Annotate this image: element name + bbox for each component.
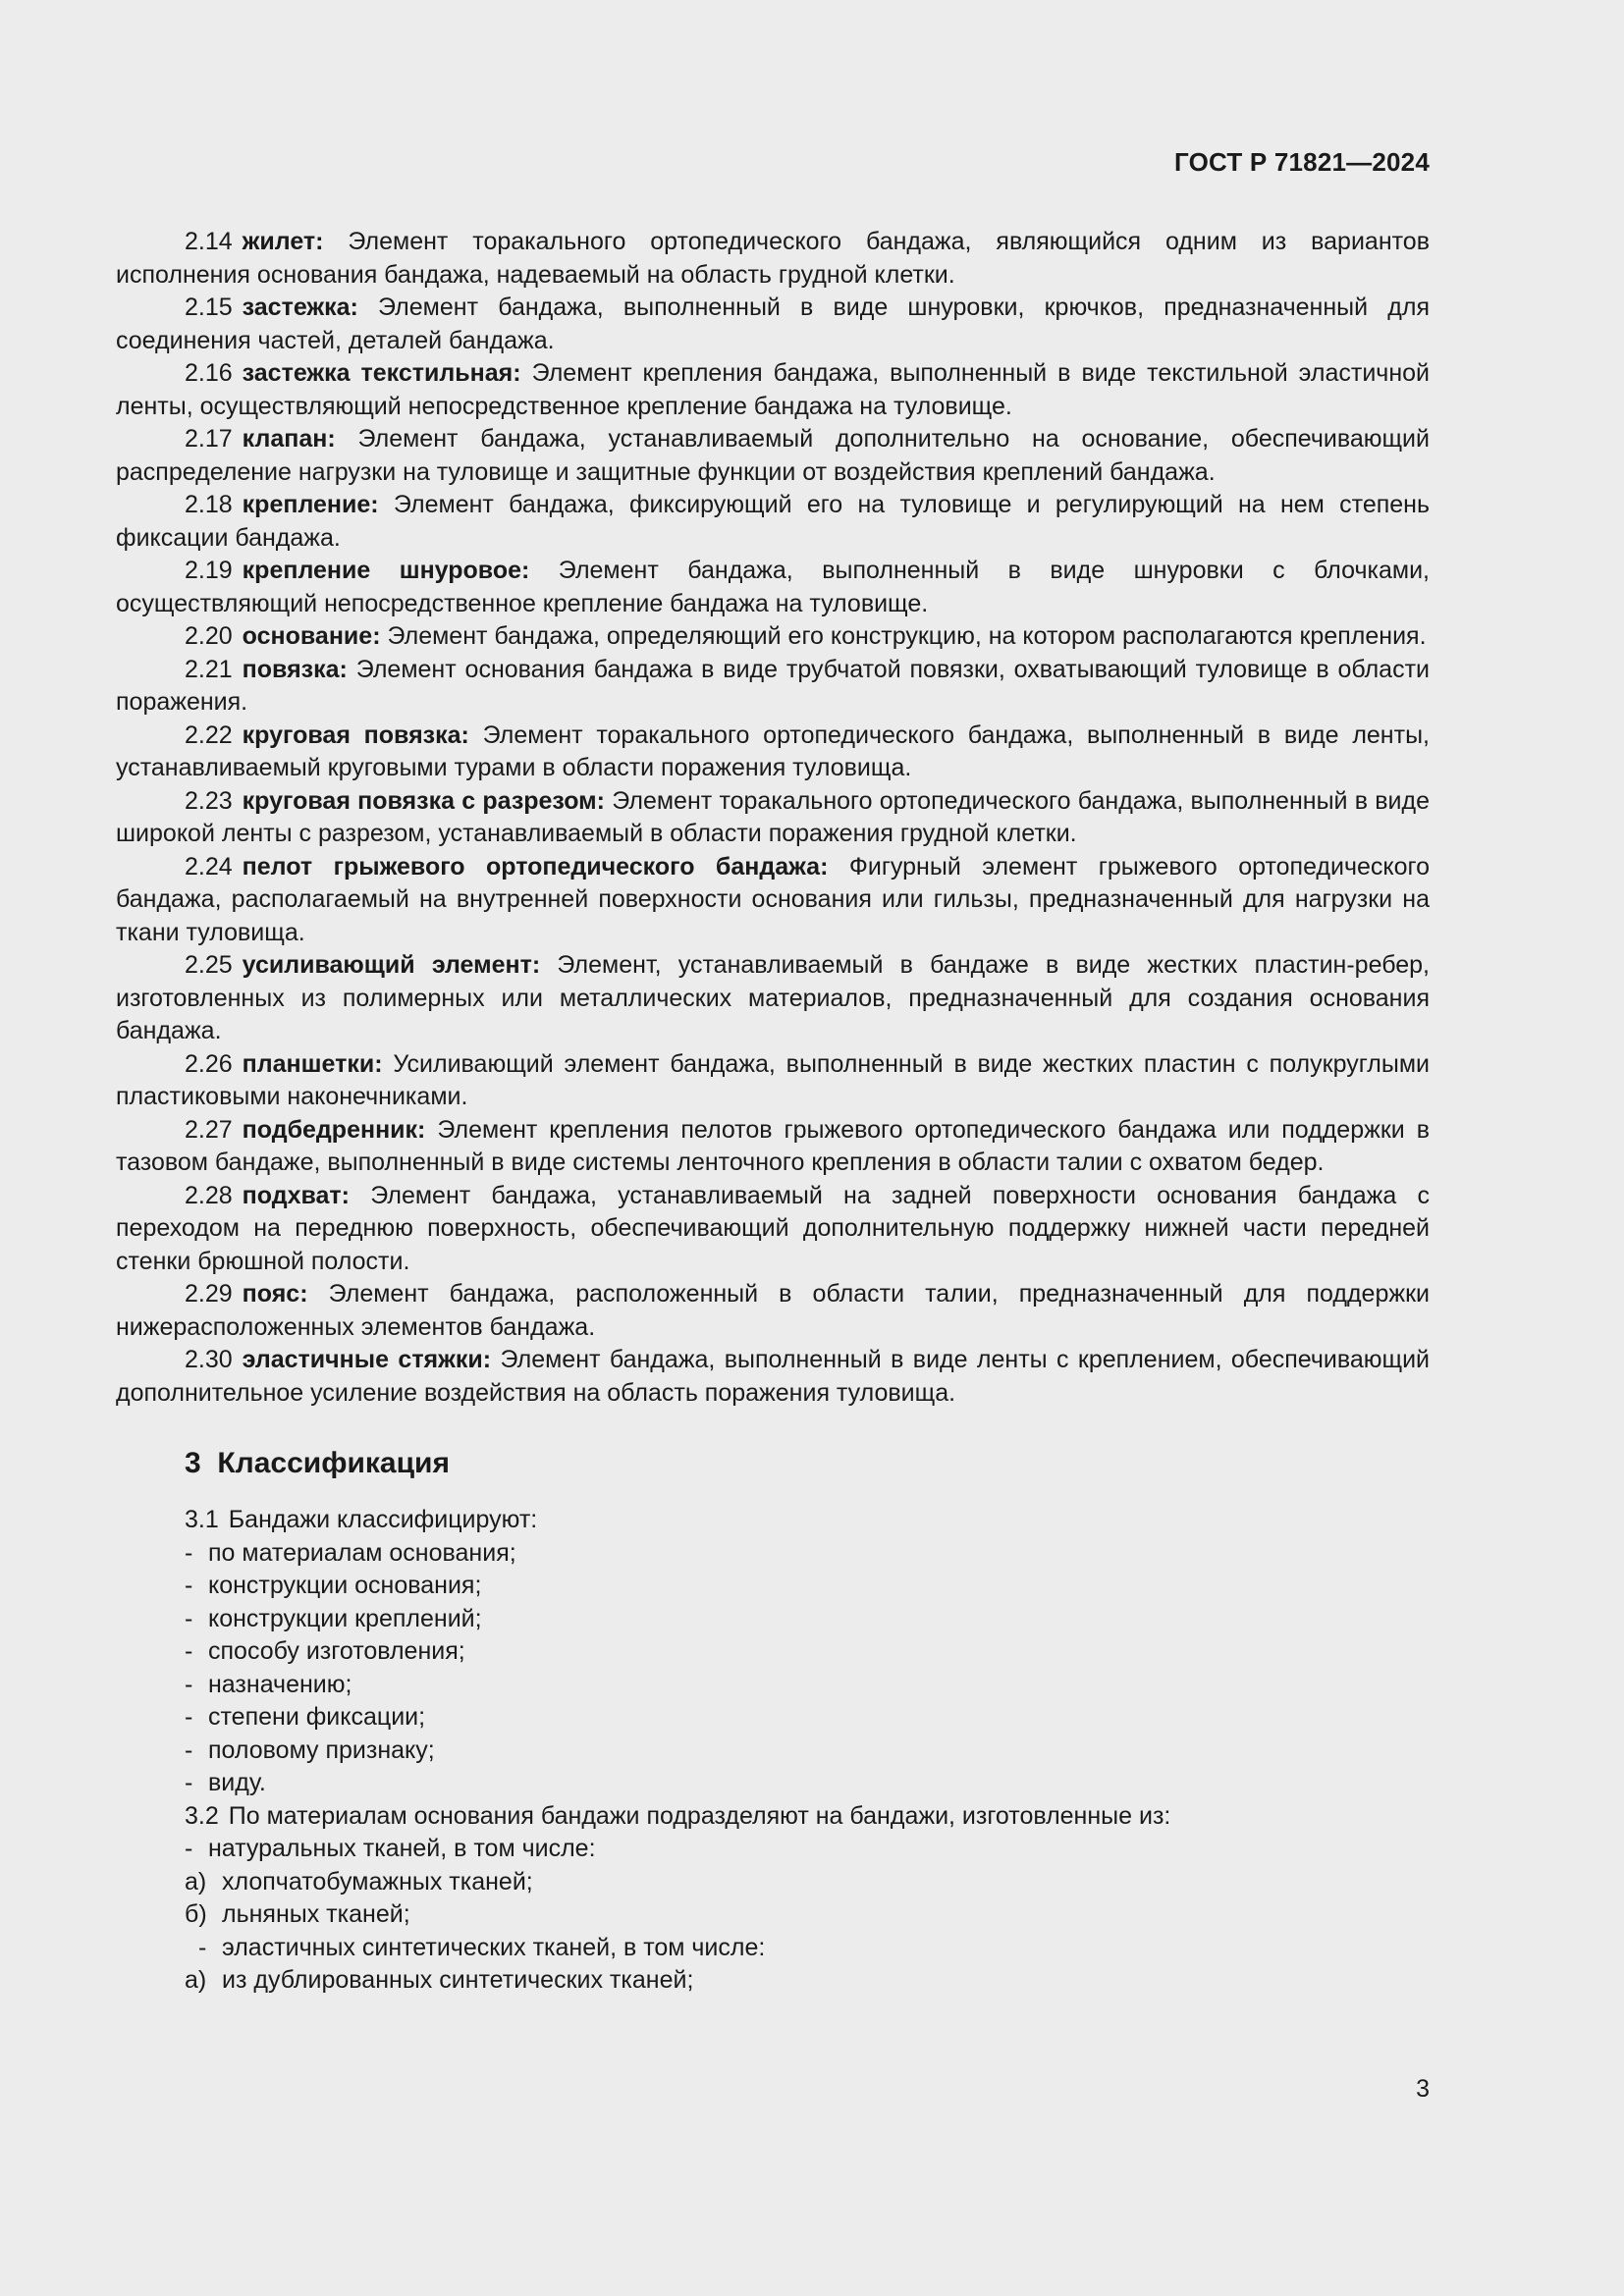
item-letter: а) — [185, 1966, 207, 1994]
dash-marker: - — [185, 1735, 193, 1764]
term-definition: Элемент бандажа, устанавливаемый дополнительно на основание, обеспечивающий распределение нагрузки на туловище и защитные функции от воздействия креплений бандажа. — [116, 425, 1430, 486]
page-number: 3 — [1416, 2075, 1430, 2103]
dash-marker: - — [185, 1637, 193, 1665]
clause-3-2 — [185, 1800, 1430, 1834]
term-name: пелот грыжевого ортопедического бандажа: — [242, 852, 829, 881]
term-number: 2.14 — [185, 228, 233, 255]
term-number: 2.30 — [185, 1346, 233, 1373]
term-number: 2.18 — [185, 491, 233, 518]
term-name: круговая повязка: — [242, 721, 469, 749]
term-name: клапан: — [242, 425, 336, 453]
sublist-item — [185, 1898, 1430, 1932]
term-entry — [116, 1278, 1430, 1344]
term-name: пояс: — [242, 1280, 308, 1308]
clause-text: Бандажи классифицируют: — [228, 1506, 538, 1533]
synthetic-fabrics-group — [198, 1932, 1430, 1965]
standard-id-header: ГОСТ Р 71821—2024 — [1174, 147, 1430, 177]
term-definition: Элемент крепления бандажа, выполненный в виде текстильной эластичной ленты, осуществляющий непосредственное крепление бандажа на туловище. — [116, 359, 1430, 420]
natural-fabrics-sublist — [185, 1866, 1430, 1932]
term-entry — [116, 357, 1430, 423]
term-name: усиливающий элемент: — [242, 951, 541, 979]
term-name: крепление: — [242, 491, 379, 518]
term-name: основание: — [242, 622, 381, 650]
term-name: застежка: — [242, 294, 358, 321]
sublist-item — [185, 1866, 1430, 1899]
term-number: 2.20 — [185, 622, 233, 650]
term-definition: Усиливающий элемент бандажа, выполненный в виде жестких пластин с полукруглыми пластиковыми наконечниками. — [116, 1049, 1430, 1110]
dash-marker: - — [185, 1538, 193, 1567]
term-entry — [116, 785, 1430, 851]
term-definition: Элемент бандажа, выполненный в виде шнуровки, крючков, предназначенный для соединения частей, деталей бандажа. — [116, 294, 1430, 354]
term-name: планшетки: — [242, 1049, 383, 1078]
term-definition: Элемент торакального ортопедического бандажа, выполненный в виде ленты, устанавливаемый круговыми турами в области поражения туловища. — [116, 721, 1430, 781]
term-name: повязка: — [242, 655, 348, 683]
synthetic-fabrics-sublist — [185, 1964, 1430, 1998]
list-item-text: половому признаку; — [208, 1735, 435, 1764]
list-item-text: конструкции креплений; — [208, 1604, 482, 1632]
term-name: эластичные стяжки: — [242, 1346, 492, 1373]
clause-number: 3.1 — [185, 1506, 219, 1533]
term-name: круговая повязка с разрезом: — [242, 786, 605, 815]
list-item — [185, 1537, 1430, 1571]
list-item — [185, 1735, 1430, 1768]
term-name: подхват: — [242, 1181, 350, 1209]
section-number: 3 — [185, 1447, 201, 1479]
dash-marker: - — [198, 1933, 207, 1961]
term-name: крепление шнуровое: — [242, 557, 530, 584]
term-name: подбедренник: — [242, 1115, 426, 1144]
term-number: 2.26 — [185, 1049, 233, 1078]
term-definition: Элемент бандажа, устанавливаемый на задней поверхности основания бандажа с переходом на переднюю поверхность, обеспечивающий дополнительную поддержку нижней части передней стенки брюшной полости. — [116, 1181, 1430, 1275]
list-item — [185, 1635, 1430, 1669]
dash-marker: - — [185, 1769, 193, 1796]
term-entry — [116, 654, 1430, 720]
term-definition: Элемент бандажа, расположенный в области талии, предназначенный для поддержки нижерасположенных элементов бандажа. — [116, 1280, 1430, 1341]
term-number: 2.24 — [185, 852, 233, 881]
document-body — [116, 226, 1430, 1998]
term-number: 2.29 — [185, 1280, 233, 1308]
term-definition: Элемент бандажа, определяющий его конструкцию, на котором располагаются крепления. — [380, 622, 1427, 650]
term-definition: Элемент основания бандажа в виде трубчатой повязки, охватывающий туловище в области поражения. — [116, 655, 1430, 716]
dash-marker: - — [185, 1604, 193, 1632]
sublist-item-text: льняных тканей; — [222, 1900, 410, 1928]
clause-number: 3.2 — [185, 1801, 219, 1830]
term-definition: Фигурный элемент грыжевого ортопедического бандажа, располагаемый на внутренней поверхности основания или гильзы, предназначенный для нагрузки на ткани туловища. — [116, 852, 1430, 946]
term-entry — [116, 851, 1430, 950]
term-entry — [116, 1048, 1430, 1114]
term-name: застежка текстильная: — [242, 359, 521, 387]
list-item — [185, 1669, 1430, 1702]
term-entry — [116, 423, 1430, 489]
section-title: Классификация — [217, 1447, 451, 1479]
list-item-text: способу изготовления; — [208, 1637, 465, 1665]
term-definition: Элемент торакального ортопедического бандажа, выполненный в виде широкой ленты с разрезом, устанавливаемый в области поражения грудной клетки. — [116, 786, 1430, 847]
list-item-text: эластичных синтетических тканей, в том числе: — [222, 1933, 766, 1961]
term-number: 2.28 — [185, 1181, 233, 1209]
term-definition: Элемент бандажа, выполненный в виде шнуровки с блочками, осуществляющий непосредственное крепление бандажа на туловище. — [116, 557, 1430, 617]
clause-3-1 — [185, 1504, 1430, 1537]
term-definition: Элемент крепления пелотов грыжевого ортопедического бандажа или поддержки в тазовом бандаже, выполненный в виде системы ленточного крепления в области талии с охватом бедер. — [116, 1115, 1430, 1176]
term-number: 2.17 — [185, 425, 233, 453]
term-entry — [116, 489, 1430, 555]
term-definition: Элемент торакального ортопедического бандажа, являющийся одним из вариантов исполнения основания бандажа, надеваемый на область грудной клетки. — [116, 228, 1430, 289]
list-item — [185, 1570, 1430, 1603]
dash-marker: - — [185, 1670, 193, 1698]
term-entry — [116, 949, 1430, 1048]
list-item — [185, 1603, 1430, 1636]
list-item-text: по материалам основания; — [208, 1538, 516, 1567]
section-heading — [185, 1445, 1430, 1482]
dash-marker: - — [185, 1703, 193, 1731]
term-entry — [116, 720, 1430, 785]
sublist-item-text: хлопчатобумажных тканей; — [222, 1867, 533, 1896]
term-entry — [116, 1114, 1430, 1180]
term-entry — [116, 1180, 1430, 1279]
term-number: 2.22 — [185, 721, 233, 749]
list-item — [185, 1767, 1430, 1800]
list-item-text: виду. — [208, 1769, 266, 1796]
list-item-text: натуральных тканей, в том числе: — [208, 1835, 596, 1862]
term-number: 2.27 — [185, 1115, 233, 1144]
term-definition: Элемент, устанавливаемый в бандаже в виде жестких пластин-ребер, изготовленных из полимерных или металлических материалов, предназначенный для создания основания бандажа. — [116, 951, 1430, 1044]
classification-criteria-list — [185, 1537, 1430, 1800]
item-letter: а) — [185, 1867, 207, 1896]
term-entry — [116, 226, 1430, 292]
term-number: 2.19 — [185, 557, 233, 584]
term-number: 2.25 — [185, 951, 233, 979]
list-item-text: конструкции основания; — [208, 1572, 482, 1599]
term-number: 2.15 — [185, 294, 233, 321]
term-entry — [116, 292, 1430, 357]
term-entry — [116, 620, 1430, 654]
clause-text: По материалам основания бандажи подразделяют на бандажи, изготовленные из: — [228, 1801, 1171, 1830]
list-item-text: степени фиксации; — [208, 1703, 426, 1731]
terms-list — [116, 226, 1430, 1410]
sublist-item — [185, 1964, 1430, 1998]
item-letter: б) — [185, 1900, 207, 1928]
term-entry — [116, 555, 1430, 620]
term-number: 2.21 — [185, 655, 233, 683]
list-item — [185, 1701, 1430, 1735]
list-item-text: назначению; — [208, 1670, 352, 1698]
natural-fabrics-group — [185, 1833, 1430, 1866]
term-number: 2.16 — [185, 359, 233, 387]
term-definition: Элемент бандажа, выполненный в виде ленты с креплением, обеспечивающий дополнительное усиление воздействия на область поражения туловища. — [116, 1346, 1430, 1407]
term-number: 2.23 — [185, 786, 233, 815]
term-entry — [116, 1344, 1430, 1410]
list-item — [185, 1833, 1430, 1866]
term-definition: Элемент бандажа, фиксирующий его на туловище и регулирующий на нем степень фиксации бандажа. — [116, 491, 1430, 552]
dash-marker: - — [185, 1572, 193, 1599]
sublist-item-text: из дублированных синтетических тканей; — [222, 1966, 694, 1994]
term-name: жилет: — [242, 228, 324, 255]
dash-marker: - — [185, 1835, 193, 1862]
